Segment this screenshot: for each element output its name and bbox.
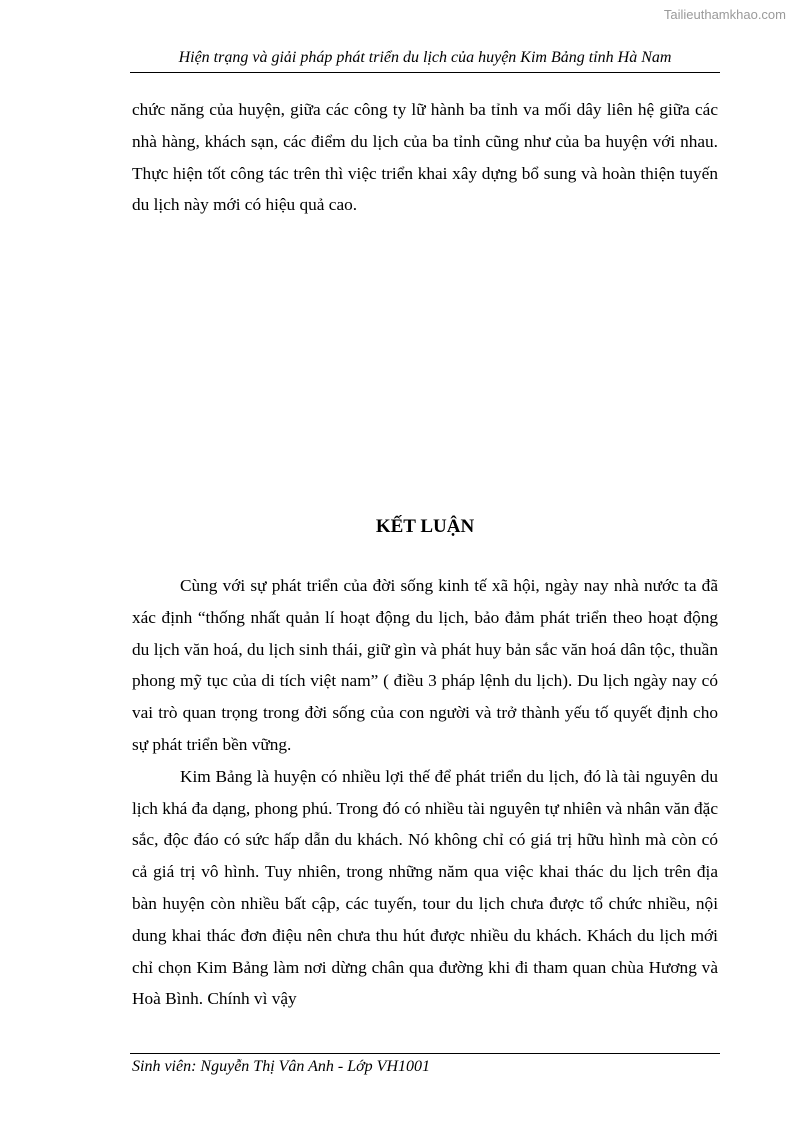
section-body bbox=[132, 570, 718, 1015]
lead-text-block bbox=[132, 94, 718, 221]
section-heading: KẾT LUẬN bbox=[375, 516, 475, 537]
footer-divider bbox=[130, 1053, 720, 1054]
body-paragraph-2: Kim Bảng là huyện có nhiều lợi thế để phát triển du lịch, đó là tài nguyên du lịch khá đa dạng, phong phú. Trong đó có nhiều tài nguyên tự nhiên và nhân văn đặc sắc, độc đáo có sức hấp dẫn du khách. Nó không chỉ có giá trị hữu hình mà còn có cả giá trị vô hình. Tuy nhiên, trong những năm qua việc khai thác du lịch trên địa bàn huyện còn nhiều bất cập, các tuyến, tour du lịch chưa được tổ chức nhiều, nội dung khai thác đơn điệu nên chưa thu hút được nhiều du khách. Khách du lịch mới chỉ chọn Kim Bảng làm nơi dừng chân qua đường khi đi tham quan chùa Hương và Hoà Bình. Chính vì vậy bbox=[132, 766, 718, 1009]
body-paragraph-1: Cùng với sự phát triển của đời sống kinh tế xã hội, ngày nay nhà nước ta đã xác định “thống nhất quản lí hoạt động du lịch, bảo đảm phát triển theo hoạt động du lịch văn hoá, du lịch sinh thái, giữ gìn và phát huy bản sắc văn hoá dân tộc, thuần phong mỹ tục của di tích việt nam” ( điều 3 pháp lệnh du lịch). Du lịch ngày nay có vai trò quan trọng trong đời sống của con người và trở thành yếu tố quyết định cho sự phát triển bền vững. bbox=[132, 576, 718, 754]
header-divider bbox=[130, 72, 720, 73]
page-header-title: Hiện trạng và giải pháp phát triển du lịch của huyện Kim Bảng tỉnh Hà Nam bbox=[178, 49, 672, 66]
lead-paragraph: chức năng của huyện, giữa các công ty lữ hành ba tỉnh va mối dây liên hệ giữa các nhà hàng, khách sạn, các điểm du lịch của ba tỉnh cũng như của ba huyện với nhau. Thực hiện tốt công tác trên thì việc triển khai xây dựng bổ sung và hoàn thiện tuyến du lịch này mới có hiệu quả cao. bbox=[132, 100, 718, 215]
page-footer: Sinh viên: Nguyễn Thị Vân Anh - Lớp VH1001 bbox=[132, 1058, 430, 1075]
watermark: Tailieuthamkhao.com bbox=[663, 7, 786, 22]
